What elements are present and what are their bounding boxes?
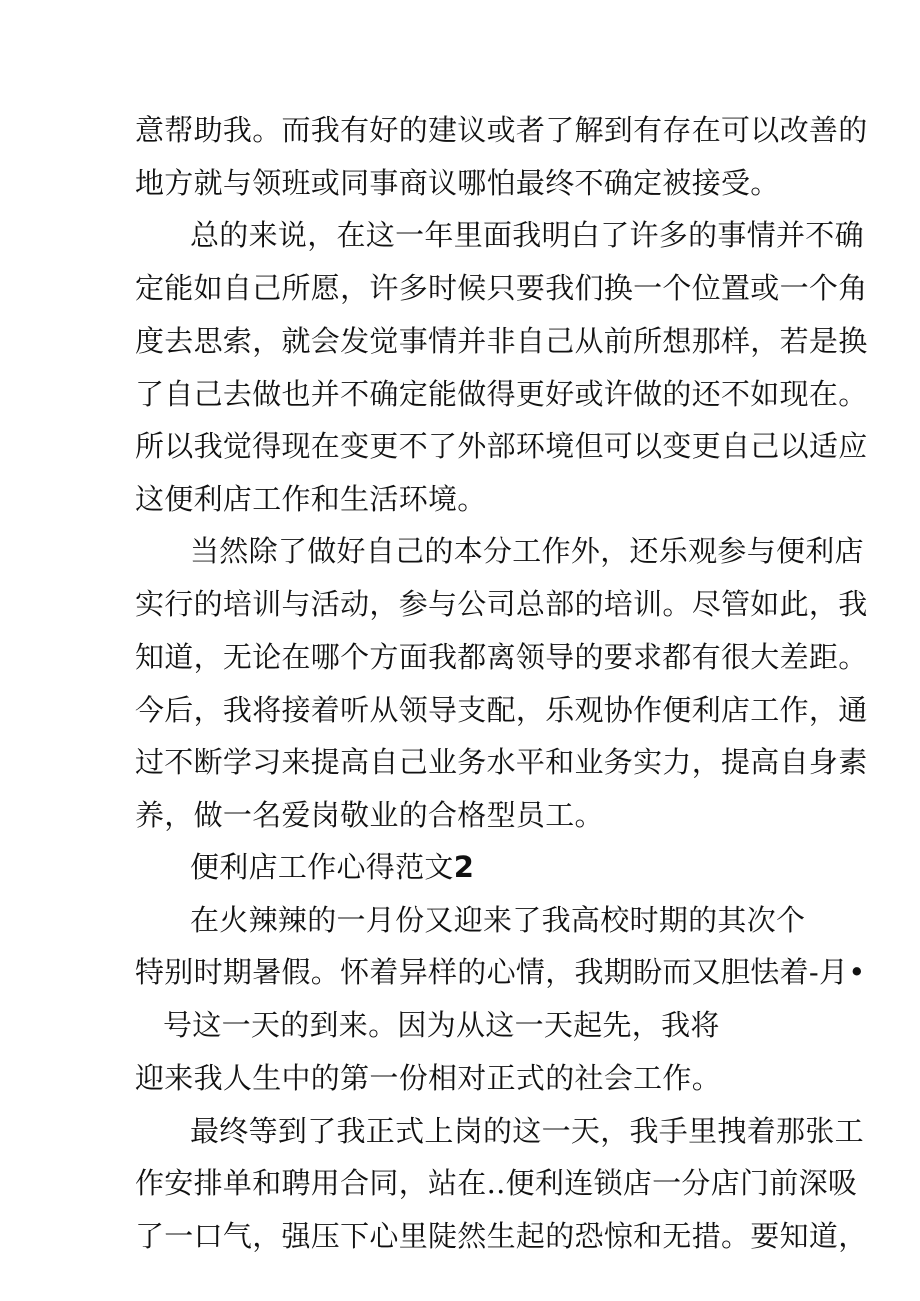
text-line: 号这一天的到来。因为从这一天起先，我将 [163, 1008, 720, 1042]
text-line: 养，做一名爱岗敬业的合格型员工。 [135, 798, 604, 832]
text-line: 特别时期暑假。怀着异样的心情，我期盼而又胆怯着-月• [135, 955, 866, 989]
text-line: 实行的培训与活动，参与公司总部的培训。尽管如此，我 [135, 587, 868, 621]
text-line: 了自己去做也并不确定能做得更好或许做的还不如现在。 [135, 377, 868, 411]
section-heading-number: 2 [453, 850, 475, 884]
paragraph-start-line: 总的来说，在这一年里面我明白了许多的事情并不确 [190, 218, 864, 252]
text-line: 定能如自己所愿，许多时候只要我们换一个位置或一个角 [135, 271, 868, 305]
text-line: 意帮助我。而我有好的建议或者了解到有存在可以改善的 [135, 113, 868, 147]
text-line: 知道，无论在哪个方面我都离领导的要求都有很大差距。 [135, 640, 868, 674]
text-line: 今后，我将接着听从领导支配，乐观协作便利店工作，通 [135, 693, 868, 727]
text-line: 作安排单和聘用合同，站在..便利连锁店一分店门前深吸 [135, 1166, 858, 1200]
section-heading-text: 便利店工作心得范文 [190, 850, 454, 884]
text-line: 过不断学习来提高自己业务水平和业务实力，提高自身素 [135, 745, 868, 779]
text-line: 了一口气，强压下心里陡然生起的恐惊和无措。要知道， [135, 1219, 868, 1253]
section-heading [190, 847, 474, 887]
text-line: 迎来我人生中的第一份相对正式的社会工作。 [135, 1061, 722, 1095]
paragraph-start-line: 最终等到了我正式上岗的这一天，我手里拽着那张工 [190, 1114, 864, 1148]
text-line: 地方就与领班或同事商议哪怕最终不确定被接受。 [135, 166, 780, 200]
paragraph-start-line: 在火辣辣的一月份又迎来了我高校时期的其次个 [190, 903, 806, 937]
text-line: 这便利店工作和生活环境。 [135, 482, 487, 516]
text-line: 所以我觉得现在变更不了外部环境但可以变更自己以适应 [135, 429, 868, 463]
paragraph-start-line: 当然除了做好自己的本分工作外，还乐观参与便利店 [190, 534, 864, 568]
text-line: 度去思索，就会发觉事情并非自己从前所想那样，若是换 [135, 324, 868, 358]
